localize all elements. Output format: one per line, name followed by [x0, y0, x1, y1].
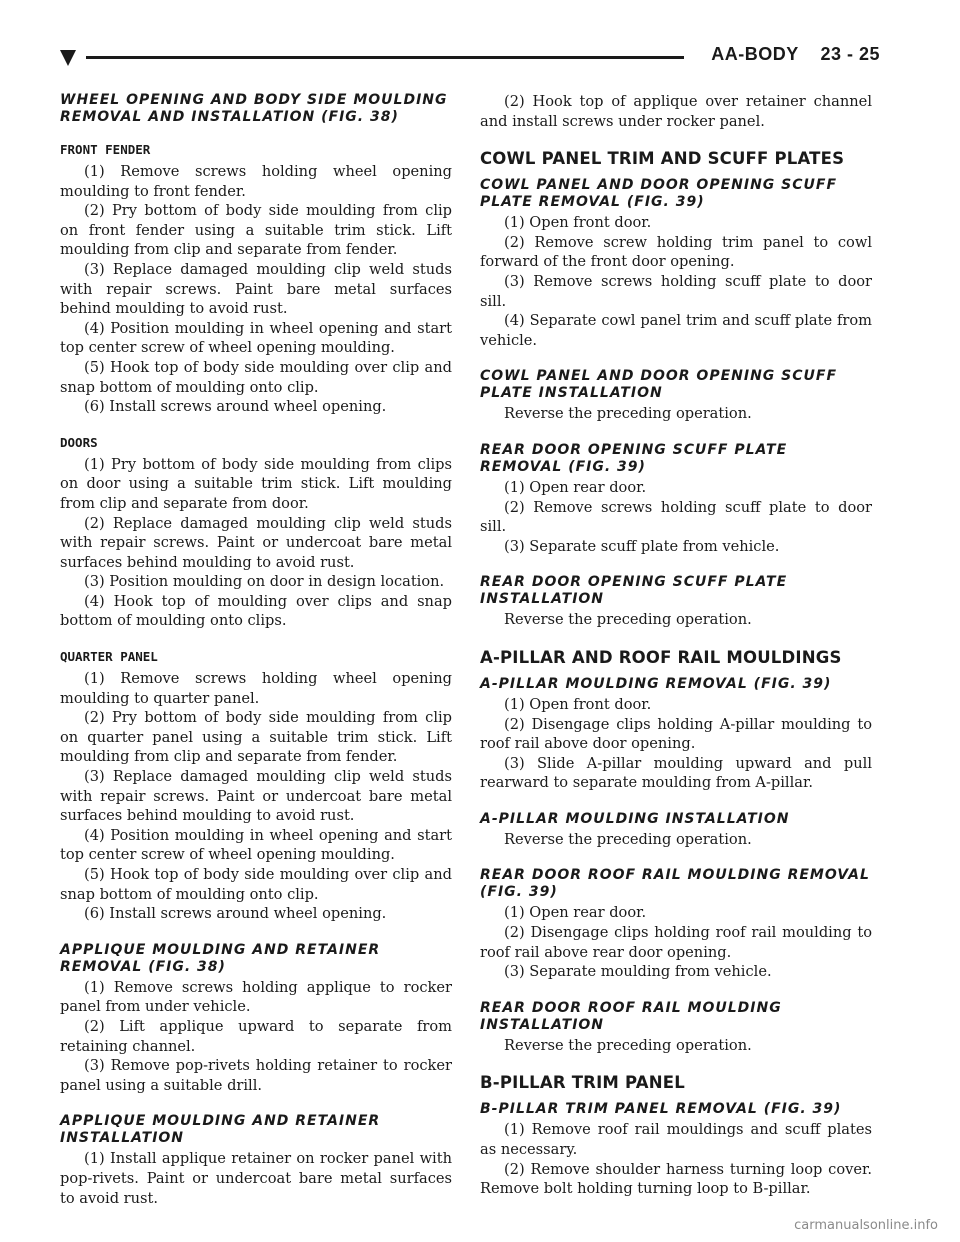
step: (6) Install screws around wheel opening.	[84, 398, 387, 416]
section-heading: COWL PANEL AND DOOR OPENING SCUFF PLATE REMOVAL (FIG. 39)	[480, 177, 838, 211]
header-rule	[86, 56, 684, 59]
step: (1) Remove screws holding applique to rocker panel from under vehicle.	[60, 978, 452, 1016]
subsection-heading: FRONT FENDER	[60, 142, 151, 157]
step: (1) Open rear door.	[504, 904, 647, 922]
section-heading: REAR DOOR ROOF RAIL MOULDING INSTALLATION	[480, 999, 782, 1033]
step: (1) Open rear door.	[504, 478, 647, 496]
step: Reverse the preceding operation.	[504, 830, 752, 848]
section-heading: WHEEL OPENING AND BODY SIDE MOULDING REMOVAL AND INSTALLATION (FIG. 38)	[60, 92, 448, 125]
step: Reverse the preceding operation.	[504, 1036, 752, 1054]
section-heading: A-PILLAR MOULDING INSTALLATION	[480, 810, 790, 827]
triangle-marker-icon	[60, 50, 76, 66]
major-heading: A-PILLAR AND ROOF RAIL MOULDINGS	[480, 647, 842, 667]
section-heading: REAR DOOR OPENING SCUFF PLATE REMOVAL (FIG. 39)	[480, 441, 788, 475]
step: (1) Open front door.	[504, 214, 652, 232]
watermark-link[interactable]: carmanualsonline.info	[794, 1218, 938, 1233]
step: (5) Hook top of body side moulding over clip and snap bottom of moulding onto clip.	[60, 866, 452, 903]
step: (2) Pry bottom of body side moulding from clip on front fender using a suitable trim stick. Lift moulding from clip and separate from fender.	[60, 202, 452, 259]
step: (1) Pry bottom of body side moulding from clips on door using a suitable trim stick. Lift moulding from clip and separate from door.	[60, 455, 452, 512]
step: (4) Position moulding in wheel opening and start top center screw of wheel opening moulding.	[60, 826, 452, 864]
section-heading: B-PILLAR TRIM PANEL REMOVAL (FIG. 39)	[480, 1101, 842, 1118]
step: (3) Remove pop-rivets holding retainer to rocker panel using a suitable drill.	[60, 1057, 452, 1094]
left-column	[60, 92, 452, 1208]
step: (3) Separate scuff plate from vehicle.	[504, 537, 780, 555]
section-heading: REAR DOOR OPENING SCUFF PLATE INSTALLATION	[480, 574, 788, 608]
step: (2) Pry bottom of body side moulding from clip on quarter panel using a suitable trim stick. Lift moulding from clip and separate from fender.	[60, 709, 452, 766]
section-heading: APPLIQUE MOULDING AND RETAINER INSTALLATION	[60, 1113, 381, 1147]
step: (2) Remove screws holding scuff plate to door sill.	[480, 498, 872, 536]
step: (3) Slide A-pillar moulding upward and pull rearward to separate moulding from A-pillar.	[480, 754, 872, 792]
step: (2) Replace damaged moulding clip weld studs with repair screws. Paint or undercoat bare metal surfaces behind moulding to avoid rust.	[60, 514, 452, 571]
section-heading: COWL PANEL AND DOOR OPENING SCUFF PLATE INSTALLATION	[480, 368, 838, 402]
section-heading: APPLIQUE MOULDING AND RETAINER REMOVAL (FIG. 38)	[60, 941, 381, 975]
step: (5) Hook top of body side moulding over clip and snap bottom of moulding onto clip.	[60, 358, 452, 396]
step: (1) Remove screws holding wheel opening moulding to front fender.	[60, 163, 452, 200]
major-heading: B-PILLAR TRIM PANEL	[480, 1073, 685, 1093]
subsection-heading: QUARTER PANEL	[60, 649, 158, 665]
step: (4) Separate cowl panel trim and scuff plate from vehicle.	[480, 312, 872, 349]
section-heading: A-PILLAR MOULDING REMOVAL (FIG. 39)	[480, 675, 832, 692]
step: (3) Remove screws holding scuff plate to door sill.	[480, 272, 872, 310]
step: (1) Open front door.	[504, 695, 652, 713]
major-heading: COWL PANEL TRIM AND SCUFF PLATES	[480, 149, 845, 169]
step: (4) Position moulding in wheel opening and start top center screw of wheel opening moulding.	[60, 319, 452, 357]
step: (4) Hook top of moulding over clips and snap bottom of moulding onto clips.	[60, 592, 452, 630]
step: (2) Disengage clips holding A-pillar moulding to roof rail above door opening.	[480, 715, 872, 753]
step: (2) Disengage clips holding roof rail moulding to roof rail above rear door opening.	[480, 924, 872, 961]
step: (2) Remove screw holding trim panel to cowl forward of the front door opening.	[480, 233, 872, 271]
page-title: AA-BODY 23 - 25	[711, 44, 880, 64]
right-column	[480, 92, 872, 1199]
step: Reverse the preceding operation.	[504, 405, 752, 423]
step: (2) Lift applique upward to separate from retaining channel.	[60, 1017, 452, 1055]
section-heading: REAR DOOR ROOF RAIL MOULDING REMOVAL (FIG. 39)	[480, 867, 870, 901]
step: (3) Separate moulding from vehicle.	[504, 963, 772, 981]
step: (3) Position moulding on door in design location.	[84, 573, 445, 591]
step: (1) Remove screws holding wheel opening moulding to quarter panel.	[60, 670, 452, 707]
step: (1) Install applique retainer on rocker panel with pop-rivets. Paint or undercoat bare metal surfaces to avoid rust.	[60, 1150, 452, 1207]
step: (3) Replace damaged moulding clip weld studs with repair screws. Paint bare metal surfaces behind moulding to avoid rust.	[60, 260, 452, 318]
step: (6) Install screws around wheel opening.	[84, 905, 387, 923]
page-header	[60, 44, 880, 72]
step: (3) Replace damaged moulding clip weld studs with repair screws. Paint or undercoat bare metal surfaces behind moulding to avoid rust.	[60, 768, 452, 825]
step: (2) Hook top of applique over retainer channel and install screws under rocker panel.	[480, 93, 872, 130]
step: (2) Remove shoulder harness turning loop cover. Remove bolt holding turning loop to B-pillar.	[480, 1160, 872, 1198]
step: (1) Remove roof rail mouldings and scuff plates as necessary.	[480, 1121, 872, 1159]
subsection-heading: DOORS	[60, 434, 98, 450]
step: Reverse the preceding operation.	[504, 611, 752, 629]
